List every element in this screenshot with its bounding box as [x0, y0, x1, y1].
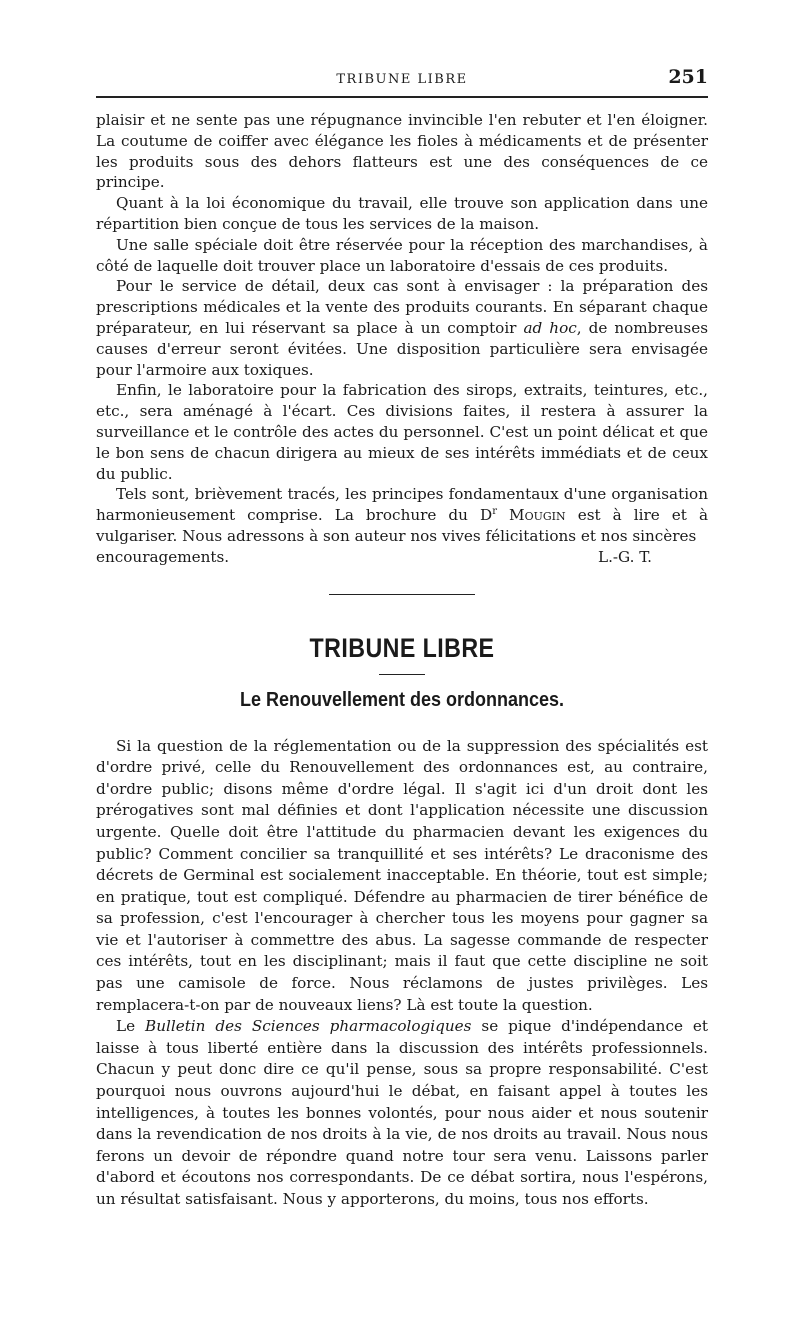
- text-run: encouragements.: [96, 547, 230, 566]
- paragraph: Une salle spéciale doit être réservée pour la réception des marchandises, à côté de laquelle doit trouver place un laboratoire d'essais de ces produits.: [96, 235, 708, 275]
- paragraph: [96, 484, 708, 546]
- title-rule: [379, 674, 425, 675]
- running-header: [96, 66, 708, 98]
- paragraph: plaisir et ne sente pas une répugnance invincible l'en rebuter et l'en éloigner. La coutume de coiffer avec élégance les fioles à médicaments et de présenter les produits sous des dehors flatteurs est une des conséquences de ce principe.: [96, 111, 708, 192]
- paragraph: [96, 1016, 708, 1210]
- page: [96, 66, 708, 1211]
- text-run: Le: [116, 1017, 146, 1036]
- text-run: , de nombreuses causes d'erreur seront évitées. Une disposition particulière sera envisagée pour l'armoire aux toxiques.: [96, 318, 708, 379]
- paragraph: Si la question de la réglementation ou de la suppression des spécialités est d'ordre privé, celle du Renouvellement des ordonnances est, au contraire, d'ordre public; disons même d'ordre légal. Il s'agit ici d'un droit dont les prérogatives sont mal définies et dont l'application nécessite une discussion urgente. Quelle doit être l'attitude du pharmacien devant les exigences du public? Comment concilier sa tranquillité et ses intérêts? Le draconisme des décrets de Germinal est socialement inacceptable. En théorie, tout est simple; en pratique, tout est compliqué. Défendre au pharmacien de tirer bénéfice de sa profession, c'est l'encourager à chercher tous les moyens pour gagner sa vie et l'autoriser à commettre des abus. La sagesse commande de respecter ces intérêts, tout en les disciplinant; mais il faut que cette discipline ne soit pas une camisole de force. Nous réclamons de justes privilèges. Les remplacera-t-on par de nouveaux liens? Là est toute la question.: [96, 736, 708, 1014]
- text-run: est à lire et à vulgariser. Nous adressons à son auteur nos vives félicitations et nos sincères: [96, 506, 708, 545]
- superscript: r: [492, 506, 497, 518]
- paragraph: Enfin, le laboratoire pour la fabrication des sirops, extraits, teintures, etc., etc., sera aménagé à l'écart. Ces divisions faites, il restera à assurer la surveillance et le contrôle des actes du personnel. C'est un point délicat et que le bon sens de chacun dirigera au mieux de ses intérêts immédiats et de ceux du public.: [96, 381, 708, 483]
- author-name: Mougin: [509, 506, 566, 525]
- paragraph: [96, 276, 708, 380]
- text-run: se pique d'indépendance et laisse à tous liberté entière dans la discussion des intérêts professionnels. Chacun y peut donc dire ce qu'il pense, sous sa propre responsabilité. C'est pourquoi nous ouvrons aujourd'hui le débat, en faisant appel à toutes les intelligences, à toutes les bonnes volontés, pour nous aider et nous soutenir dans la revendication de nos droits à la vie, de nos droits au travail. Nous nous ferons un devoir de répondre quand notre tour sera venu. Laissons parler d'abord et écoutons nos correspondants. De ce débat sortira, nous l'espérons, un résultat satisfaisant. Nous y apporterons, du moins, tous nos efforts.: [96, 1017, 709, 1208]
- signature-line: [96, 547, 708, 568]
- signature: L.-G. T.: [597, 547, 652, 566]
- text-run: Tels sont, brièvement tracés, les principes fondamentaux d'une organisation harmonieusement comprise. La brochure du D: [96, 485, 708, 525]
- running-title: TRIBUNE LIBRE: [336, 72, 468, 87]
- section-title: TRIBUNE LIBRE: [309, 632, 495, 663]
- text-run: Pour le service de détail, deux cas sont à envisager : la préparation des prescriptions médicales et la vente des produits courants. En séparant chaque préparateur, en lui réservant sa place à un comptoir: [96, 277, 708, 337]
- separator-rule: [329, 594, 475, 595]
- paragraph: Quant à la loi économique du travail, elle trouve son application dans une répartition bien conçue de tous les services de la maison.: [96, 194, 708, 233]
- article-body: [96, 736, 708, 1211]
- italic-term: ad hoc: [523, 318, 577, 337]
- previous-article-text: [96, 110, 708, 568]
- article-subtitle: Le Renouvellement des ordonnances.: [239, 688, 565, 711]
- journal-title: Bulletin des Sciences pharmacologiques: [145, 1017, 472, 1036]
- page-number: 251: [668, 66, 708, 88]
